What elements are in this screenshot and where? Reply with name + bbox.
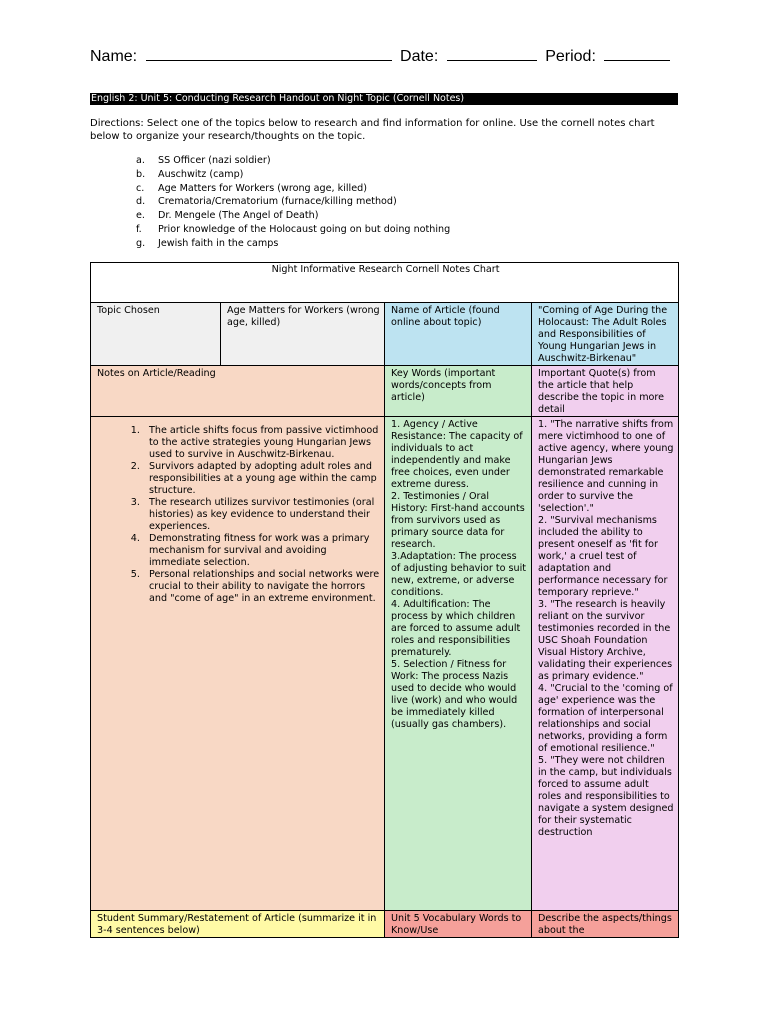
list-item: 1. The article shifts focus from passive victimhood to the active strategies young Hungarian Jews used to survive in Auschwitz-Birkenau.: [143, 425, 380, 461]
name-blank[interactable]: [146, 44, 392, 61]
list-item: d. Crematoria/Crematorium (furnace/killing method): [136, 196, 397, 208]
date-blank[interactable]: [447, 44, 537, 61]
quotes-label: Important Quote(s) from the article that help describe the topic in more detail: [532, 366, 679, 417]
list-item: c. Age Matters for Workers (wrong age, killed): [136, 182, 367, 194]
list-item: g. Jewish faith in the camps: [136, 237, 279, 249]
topic-chosen-label: Topic Chosen: [91, 303, 221, 366]
list-item: 4. Demonstrating fitness for work was a primary mechanism for survival and avoiding immediate selection.: [143, 533, 380, 569]
name-label: Name:: [90, 48, 138, 65]
directions-text: Directions: Select one of the topics below to research and find information for online. Use the cornell notes chart below to organize your research/thoughts on the topic.: [90, 118, 655, 142]
period-blank[interactable]: [604, 44, 670, 61]
topic-chosen-value[interactable]: Age Matters for Workers (wrong age, killed): [221, 303, 385, 366]
keywords-label: Key Words (important words/concepts from article): [385, 366, 532, 417]
describe-label: Describe the aspects/things about the: [532, 911, 679, 938]
period-label: Period:: [545, 48, 596, 65]
list-item: f. Prior knowledge of the Holocaust going on but doing nothing: [136, 223, 451, 235]
topic-list: [136, 154, 450, 251]
list-item: 3. The research utilizes survivor testimonies (oral histories) as key evidence to understand their experiences.: [143, 497, 380, 533]
list-item: 5. Personal relationships and social networks were crucial to their ability to navigate the horrors and "come of age" in an extreme environment.: [143, 569, 380, 605]
summary-label: Student Summary/Restatement of Article (summarize it in 3-4 sentences below): [91, 911, 385, 938]
vocab-label: Unit 5 Vocabulary Words to Know/Use: [385, 911, 532, 938]
list-item: e. Dr. Mengele (The Angel of Death): [136, 210, 319, 222]
list-item: b. Auschwitz (camp): [136, 168, 244, 180]
list-item: a. SS Officer (nazi soldier): [136, 155, 271, 166]
student-info-line: [90, 44, 674, 66]
article-name-label: Name of Article (found online about topic): [385, 303, 532, 366]
handout-title-bar: English 2: Unit 5: Conducting Research Handout on Night Topic (Cornell Notes): [90, 93, 678, 105]
article-name-value[interactable]: "Coming of Age During the Holocaust: The Adult Roles and Responsibilities of Young Hungarian Jews in Auschwitz-Birkenau": [532, 303, 679, 366]
cornell-notes-chart: [90, 262, 679, 938]
keywords-content[interactable]: 1. Agency / Active Resistance: The capacity of individuals to act independently and make free choices, even under extreme duress. 2. Testimonies / Oral History: First-hand accounts from survivors used as primary source data for research. 3.Adaptation: The process of adjusting behavior to suit new, extreme, or adverse conditions. 4. Adultification: The process by which children are forced to assume adult roles and responsibilities prematurely. 5. Selection / Fitness for Work: The process Nazis used to decide who would live (work) and who would be immediately killed (usually gas chambers).: [385, 417, 532, 911]
date-label: Date:: [400, 48, 439, 65]
chart-title: Night Informative Research Cornell Notes Chart: [91, 263, 679, 303]
list-item: 2. Survivors adapted by adopting adult roles and responsibilities at a young age within the camp structure.: [143, 461, 380, 497]
notes-list: [97, 425, 380, 605]
notes-content[interactable]: [91, 417, 385, 911]
quotes-content[interactable]: 1. "The narrative shifts from mere victimhood to one of active agency, where young Hungarian Jews demonstrated remarkable resilience and cunning in order to survive the 'selection'." 2. "Survival mechanisms included the ability to present oneself as 'fit for work,' a cruel test of adaptation and performance necessary for temporary reprieve." 3. "The research is heavily reliant on the survivor testimonies recorded in the USC Shoah Foundation Visual History Archive, validating their experiences as primary evidence." 4. "Crucial to the 'coming of age' experience was the formation of interpersonal relationships and social networks, providing a form of emotional resilience." 5. "They were not children in the camp, but individuals forced to assume adult roles and responsibilities to navigate a system designed for their systematic destruction: [532, 417, 679, 911]
notes-label: Notes on Article/Reading: [91, 366, 385, 417]
